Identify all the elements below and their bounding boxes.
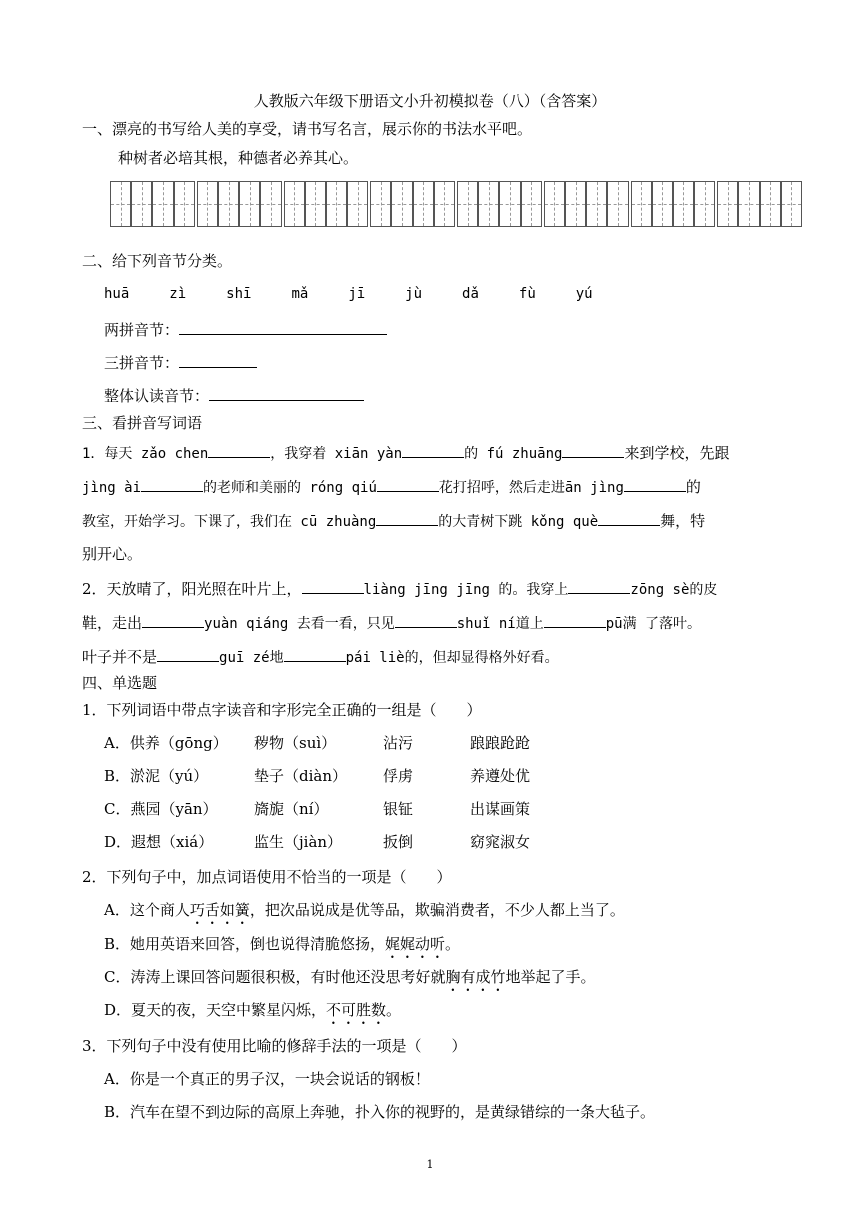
- grid-cell[interactable]: [544, 181, 565, 227]
- text: shuǐ ní道上: [456, 616, 544, 632]
- q3-2-line2: [82, 611, 701, 633]
- grid-cell[interactable]: [760, 181, 781, 227]
- grid-group: [370, 181, 455, 227]
- answer-blank[interactable]: [395, 611, 457, 628]
- option-label[interactable]: B．淤泥（yú）: [104, 767, 209, 785]
- grid-cell[interactable]: [218, 181, 239, 227]
- answer-blank[interactable]: [402, 441, 464, 458]
- grid-cell[interactable]: [521, 181, 542, 227]
- two-syllable-label: 两拼音节：: [104, 321, 180, 339]
- text: A．这个商人: [104, 901, 190, 919]
- grid-cell[interactable]: [457, 181, 478, 227]
- grid-cell[interactable]: [305, 181, 326, 227]
- q4-3-option-b[interactable]: B．汽车在望不到边际的高原上奔驰，扑入你的视野的，是黄绿错综的一条大毡子。: [104, 1103, 656, 1121]
- text: 。: [386, 1001, 402, 1019]
- grid-cell[interactable]: [781, 181, 802, 227]
- grid-cell[interactable]: [174, 181, 195, 227]
- option-word: 垫子（diàn）: [254, 767, 348, 785]
- option-word: 沾污: [383, 734, 414, 752]
- q4-1-stem: 1．下列词语中带点字读音和字形完全正确的一组是（ ）: [82, 701, 482, 719]
- answer-blank[interactable]: [141, 475, 203, 492]
- q4-2-option-a[interactable]: [104, 899, 625, 928]
- grid-cell[interactable]: [326, 181, 347, 227]
- answer-blank[interactable]: [568, 577, 630, 594]
- grid-cell[interactable]: [673, 181, 694, 227]
- dotted-word: 巧舌如簧: [189, 901, 250, 919]
- grid-group: [284, 181, 369, 227]
- text: guī zé地: [219, 650, 284, 666]
- section4-heading: 四、单选题: [82, 674, 158, 692]
- text: 来到学校，先跟: [624, 444, 730, 462]
- answer-blank[interactable]: [376, 509, 438, 526]
- page-title: 人教版六年级下册语文小升初模拟卷（八）（含答案）: [253, 92, 607, 110]
- answer-blank[interactable]: [209, 384, 364, 401]
- section2-heading: 二、给下列音节分类。: [82, 252, 233, 270]
- option-word: 养遵处优: [470, 767, 531, 785]
- grid-cell[interactable]: [607, 181, 628, 227]
- answer-blank[interactable]: [179, 318, 387, 335]
- grid-group: [197, 181, 282, 227]
- grid-cell[interactable]: [652, 181, 673, 227]
- option-word: 扳倒: [383, 833, 414, 851]
- grid-cell[interactable]: [738, 181, 759, 227]
- answer-blank[interactable]: [544, 611, 606, 628]
- answer-blank[interactable]: [208, 441, 270, 458]
- option-word: 银钲: [383, 800, 414, 818]
- grid-cell[interactable]: [631, 181, 652, 227]
- grid-cell[interactable]: [499, 181, 520, 227]
- q3-1-line4: 别开心。: [82, 545, 143, 563]
- dotted-word: 不可胜数: [326, 1001, 387, 1019]
- text: zōng sè的皮: [630, 582, 718, 598]
- grid-cell[interactable]: [131, 181, 152, 227]
- answer-blank[interactable]: [179, 351, 257, 368]
- grid-cell[interactable]: [110, 181, 131, 227]
- grid-cell[interactable]: [586, 181, 607, 227]
- text: pái liè的，但却显得格外好看。: [345, 650, 559, 666]
- text: 的 fú zhuāng: [464, 446, 563, 462]
- grid-cell[interactable]: [391, 181, 412, 227]
- q3-2-line3: [82, 645, 559, 667]
- option-label[interactable]: D．遐想（xiá）: [104, 833, 214, 851]
- text: pū满 了落叶。: [605, 616, 702, 632]
- text: 花打招呼，然后走进ān jìng: [438, 480, 624, 496]
- text: liàng jīng jīng 的。我穿上: [363, 582, 569, 598]
- q3-1-line2: [82, 475, 701, 497]
- grid-cell[interactable]: [478, 181, 499, 227]
- option-word: 窈窕淑女: [470, 833, 531, 851]
- answer-blank[interactable]: [624, 475, 686, 492]
- q3-1-line1: [82, 441, 729, 463]
- grid-cell[interactable]: [260, 181, 281, 227]
- grid-group: [631, 181, 716, 227]
- q4-2-option-d[interactable]: [104, 999, 401, 1028]
- option-word: 监生（jiàn）: [254, 833, 343, 851]
- answer-blank[interactable]: [598, 509, 660, 526]
- grid-group: [457, 181, 542, 227]
- grid-cell[interactable]: [370, 181, 391, 227]
- syllable: huā: [104, 286, 130, 302]
- text: 的老师和美丽的 róng qiú: [203, 480, 377, 496]
- section1-heading: 一、漂亮的书写给人美的享受，请书写名言，展示你的书法水平吧。: [82, 120, 533, 138]
- syllable: dǎ: [462, 286, 479, 302]
- text: ，把次品说成是优等品，欺骗消费者，不少人都上当了。: [249, 901, 625, 919]
- answer-blank[interactable]: [157, 645, 219, 662]
- q4-3-option-a[interactable]: A．你是一个真正的男子汉，一块会说话的钢板！: [104, 1070, 430, 1088]
- two-syllable-row: [104, 318, 387, 340]
- option-label[interactable]: C．燕园（yān）: [104, 800, 218, 818]
- three-syllable-label: 三拼音节：: [104, 354, 180, 372]
- text: 2．天放晴了，阳光照在叶片上，: [82, 580, 302, 598]
- option-word: 出谋画策: [470, 800, 531, 818]
- option-word: 俘虏: [383, 767, 414, 785]
- text: 1．每天 zǎo chen: [82, 446, 209, 462]
- syllable: jù: [405, 286, 423, 302]
- syllable: yú: [575, 286, 593, 302]
- section1-quote: 种树者必培其根，种德者必养其心。: [118, 149, 359, 167]
- grid-cell[interactable]: [239, 181, 260, 227]
- whole-syllable-label: 整体认读音节：: [104, 387, 210, 405]
- text: 舞，特: [660, 512, 706, 530]
- text: 鞋，走出: [82, 614, 143, 632]
- section3-heading: 三、看拼音写词语: [82, 414, 203, 432]
- page-number: 1: [426, 1158, 434, 1171]
- option-word: 秽物（suì）: [254, 734, 337, 752]
- grid-cell[interactable]: [694, 181, 715, 227]
- q4-3-stem: 3．下列句子中没有使用比喻的修辞手法的一项是（ ）: [82, 1037, 467, 1055]
- grid-cell[interactable]: [565, 181, 586, 227]
- whole-syllable-row: [104, 384, 364, 406]
- writing-grid[interactable]: [110, 181, 802, 227]
- text: C．涛涛上课回答问题很积极，有时他还没思考好就: [104, 968, 446, 986]
- q4-2-option-b[interactable]: [104, 933, 460, 962]
- text: 地举起了手。: [505, 968, 596, 986]
- answer-blank[interactable]: [284, 645, 346, 662]
- grid-group: [717, 181, 802, 227]
- answer-blank[interactable]: [562, 441, 624, 458]
- text: 。: [445, 935, 461, 953]
- answer-blank[interactable]: [302, 577, 364, 594]
- dotted-word: 胸有成竹: [445, 968, 506, 986]
- grid-cell[interactable]: [284, 181, 305, 227]
- text: 的: [685, 478, 701, 496]
- grid-cell[interactable]: [413, 181, 434, 227]
- option-word: 旖旎（ní）: [254, 800, 329, 818]
- grid-cell[interactable]: [197, 181, 218, 227]
- q4-2-option-c[interactable]: [104, 966, 596, 995]
- syllable: fù: [518, 286, 536, 302]
- syllable: jī: [348, 286, 366, 302]
- text: D．夏天的夜，天空中繁星闪烁，: [104, 1001, 327, 1019]
- q3-1-line3: [82, 509, 705, 531]
- grid-cell[interactable]: [717, 181, 738, 227]
- text: 的大青树下跳 kǒng què: [438, 514, 599, 530]
- answer-blank[interactable]: [142, 611, 204, 628]
- grid-cell[interactable]: [434, 181, 455, 227]
- syllable: shī: [226, 286, 252, 302]
- syllable-list: [104, 284, 633, 302]
- text: B．她用英语来回答，倒也说得清脆悠扬，: [104, 935, 386, 953]
- option-label[interactable]: A．供养（gōng）: [104, 734, 228, 752]
- answer-blank[interactable]: [377, 475, 439, 492]
- syllable: zì: [169, 286, 187, 302]
- syllable: mǎ: [291, 286, 309, 302]
- text: 叶子并不是: [82, 648, 158, 666]
- text: jìng ài: [82, 480, 142, 496]
- grid-cell[interactable]: [347, 181, 368, 227]
- grid-group: [544, 181, 629, 227]
- q3-2-line1: [82, 577, 717, 599]
- text: yuàn qiáng 去看一看，只见: [204, 616, 395, 632]
- grid-cell[interactable]: [152, 181, 173, 227]
- dotted-word: 娓娓动听: [385, 935, 446, 953]
- text: 教室，开始学习。下课了，我们在 cū zhuàng: [82, 514, 377, 530]
- three-syllable-row: [104, 351, 257, 373]
- text: ，我穿着 xiān yàn: [270, 446, 403, 462]
- grid-group: [110, 181, 195, 227]
- q4-2-stem: 2．下列句子中，加点词语使用不恰当的一项是（ ）: [82, 868, 452, 886]
- option-word: 踉踉跄跄: [470, 734, 531, 752]
